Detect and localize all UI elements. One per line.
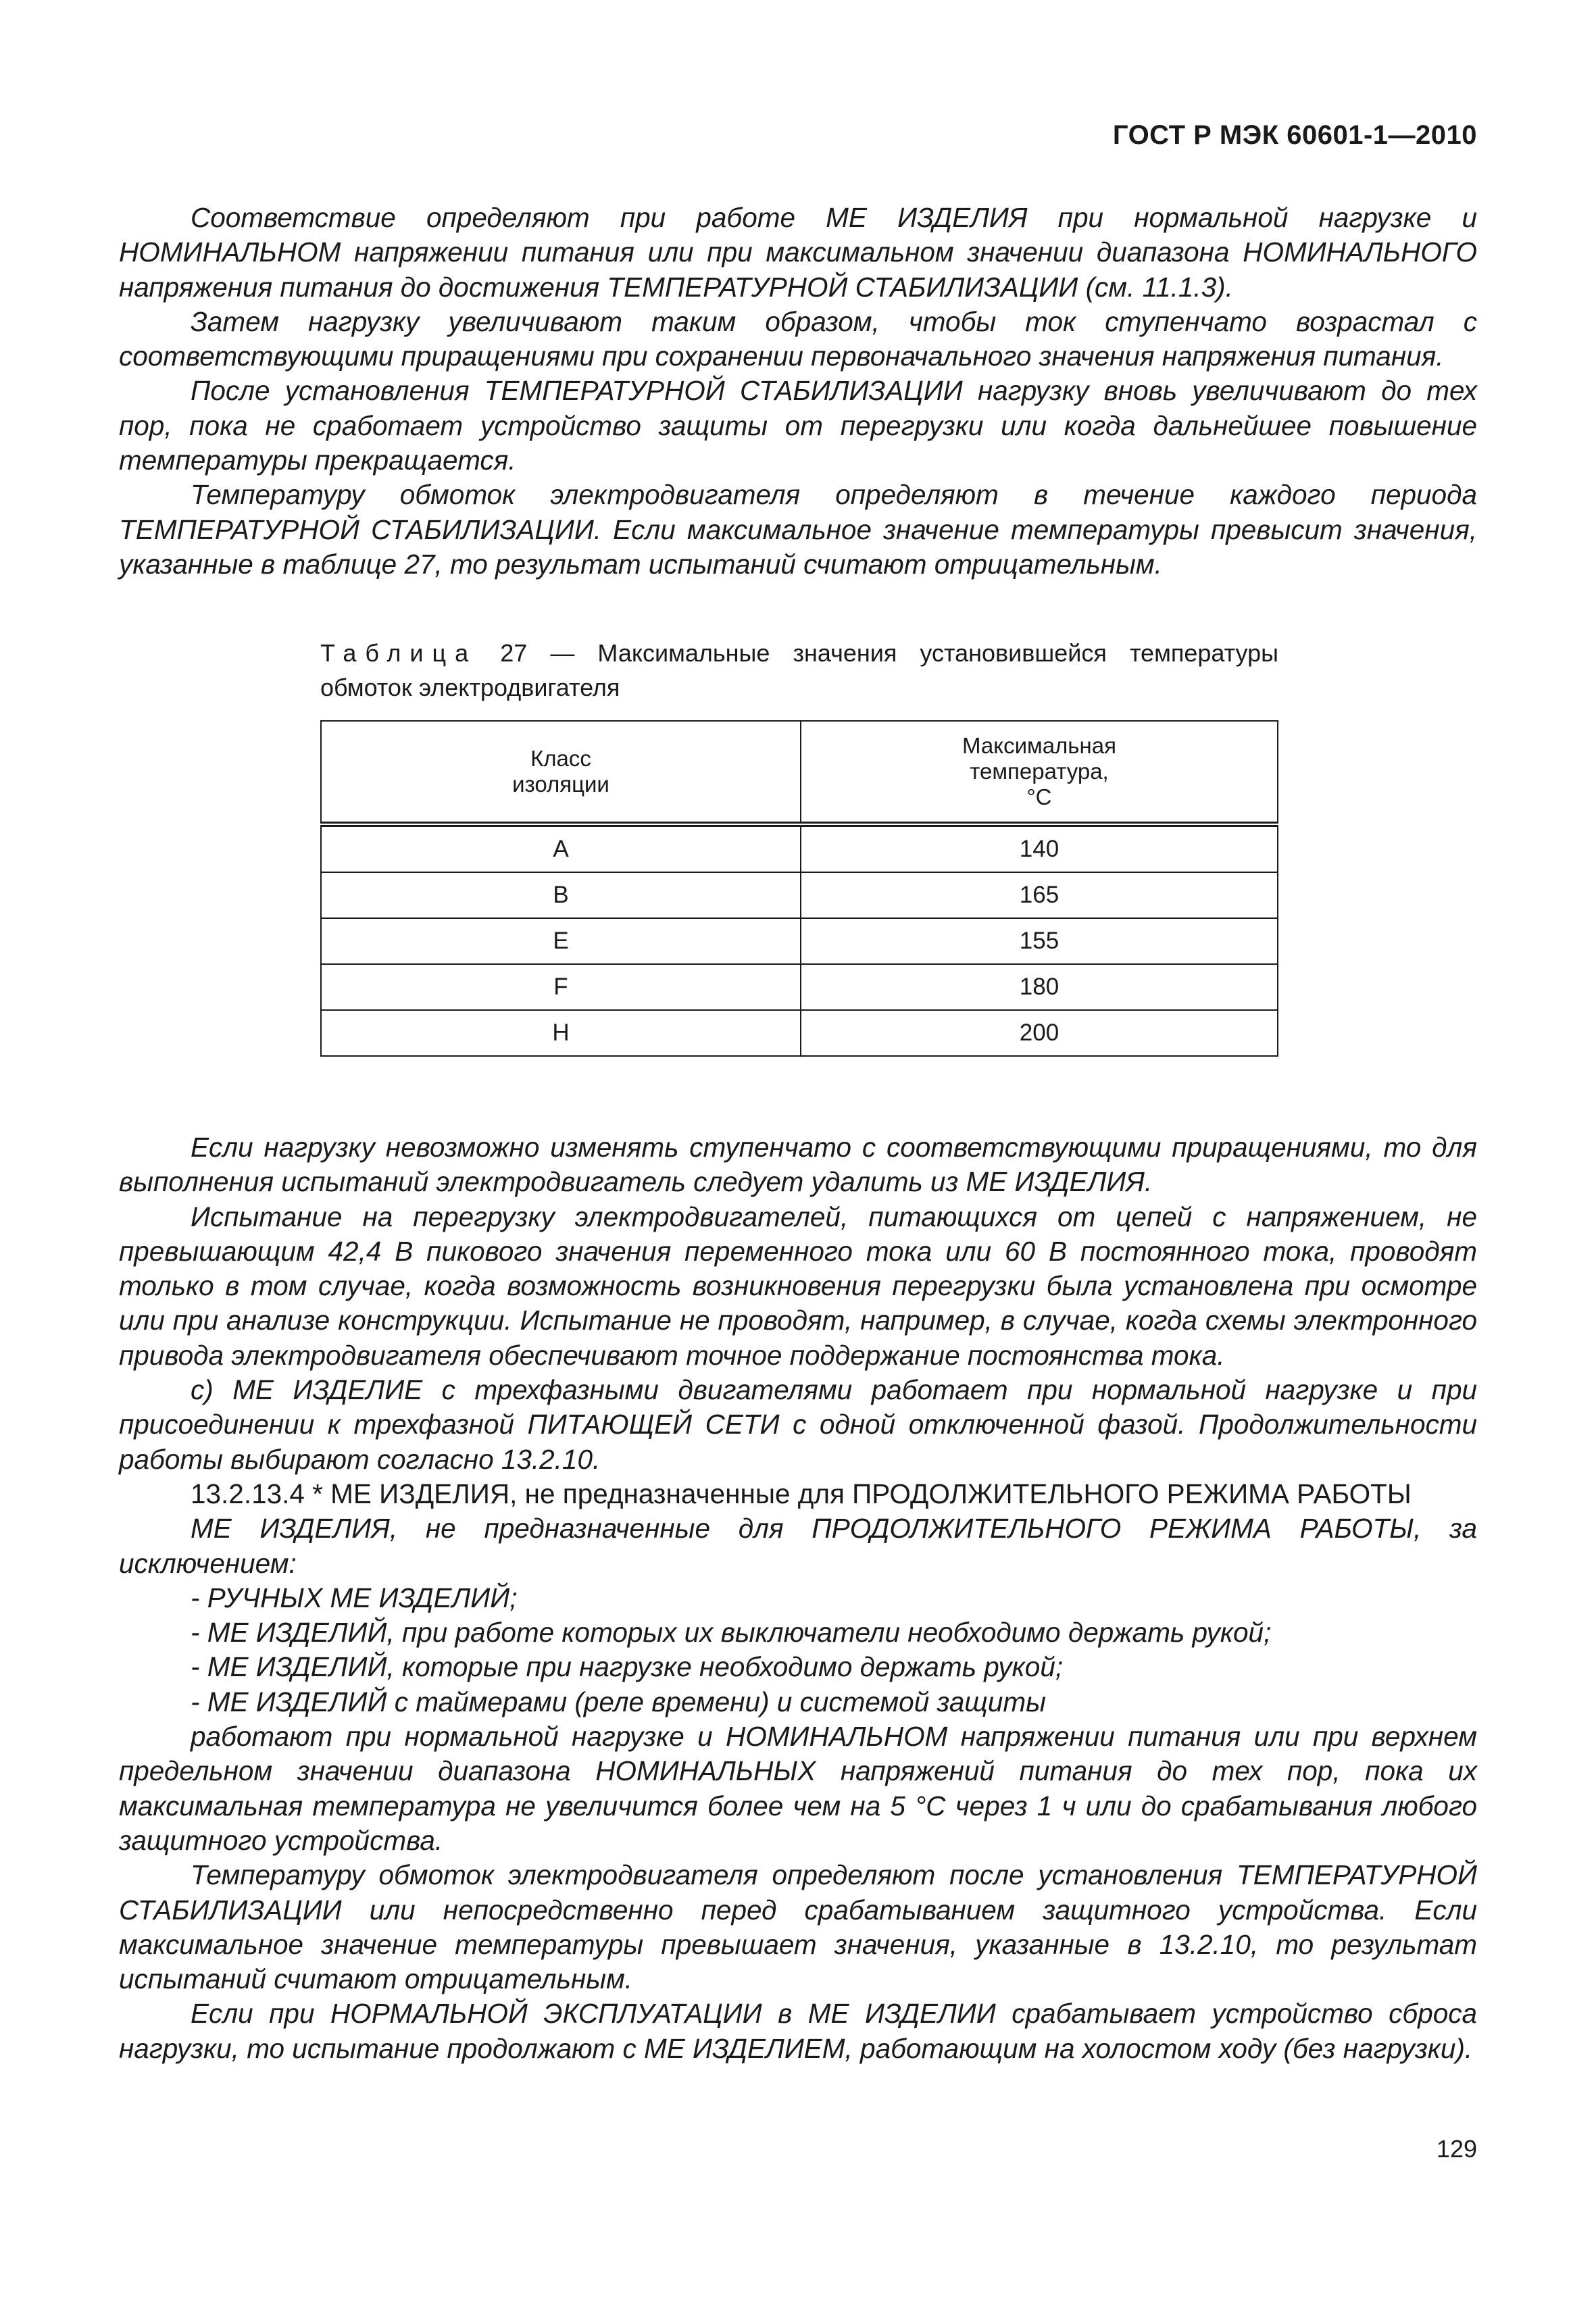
paragraph: Если нагрузку невозможно изменять ступенчато с соответствующими приращениями, то для выполнения испытаний электродвигатель следует удалить из МЕ ИЗДЕЛИЯ. [119, 1132, 1477, 1198]
list-item: - РУЧНЫХ МЕ ИЗДЕЛИЙ; [191, 1582, 518, 1613]
page-number: 129 [1436, 2135, 1477, 2163]
temperature-cell: 180 [801, 964, 1278, 1010]
list-item: - МЕ ИЗДЕЛИЙ, которые при нагрузке необходимо держать рукой; [191, 1651, 1064, 1683]
paragraph: Соответствие определяют при работе МЕ ИЗДЕЛИЯ при нормальной нагрузке и НОМИНАЛЬНОМ напряжении питания или при максимальном значении диапазона НОМИНАЛЬНОГО напряжения питания до достижения ТЕМПЕРАТУРНОЙ СТАБИЛИЗАЦИИ (см. 11.1.3). [119, 202, 1477, 303]
paragraph: работают при нормальной нагрузке и НОМИНАЛЬНОМ напряжении питания или при верхнем предельном значении диапазона НОМИНАЛЬНЫХ напряжений питания до тех пор, пока их максимальная температура не увеличится более чем на 5 °С через 1 ч или до срабатывания любого защитного устройства. [119, 1721, 1477, 1856]
column-header-line: температура, [970, 759, 1109, 784]
insulation-class-cell: A [321, 824, 801, 872]
column-header-line: Максимальная [962, 733, 1116, 758]
insulation-class-cell: E [321, 918, 801, 964]
table-row [321, 964, 1278, 1010]
list-item: - МЕ ИЗДЕЛИЙ с таймерами (реле времени) и системой защиты [191, 1686, 1046, 1717]
table-row [321, 1010, 1278, 1056]
paragraph: Затем нагрузку увеличивают таким образом, чтобы ток ступенчато возрастал с соответствующими приращениями при сохранении первоначального значения напряжения питания. [119, 305, 1477, 372]
temperature-cell: 200 [801, 1010, 1278, 1056]
insulation-class-cell: F [321, 964, 801, 1010]
table-row [321, 872, 1278, 918]
paragraph: Температуру обмоток электродвигателя определяют в течение каждого периода ТЕМПЕРАТУРНОЙ СТАБИЛИЗАЦИИ. Если максимальное значение температуры превысит значения, указанные в таблице 27, то результат испытаний считают отрицательным. [119, 479, 1477, 580]
paragraph: Температуру обмоток электродвигателя определяют после установления ТЕМПЕРАТУРНОЙ СТАБИЛИЗАЦИИ или непосредственно перед срабатыванием защитного устройства. Если максимальное значение температуры превышает значения, указанные в 13.2.10, то результат испытаний считают отрицательным. [119, 1859, 1477, 1995]
paragraph: Испытание на перегрузку электродвигателей, питающихся от цепей с напряжением, не превышающим 42,4 В пикового значения переменного тока или 60 В постоянного тока, проводят только в том случае, когда возможность возникновения перегрузки была установлена при осмотре или при анализе конструкции. Испытание не проводят, например, в случае, когда схемы электронного привода электродвигателя обеспечивают точное поддержание постоянства тока. [119, 1201, 1477, 1371]
column-header-label: Класс изоляции [512, 746, 609, 797]
insulation-class-cell: B [321, 872, 801, 918]
paragraph: МЕ ИЗДЕЛИЯ, не предназначенные для ПРОДОЛЖИТЕЛЬНОГО РЕЖИМА РАБОТЫ, за исключением: [119, 1513, 1477, 1579]
table-row [321, 918, 1278, 964]
table-caption-label: Таблица [320, 639, 478, 667]
text-block-bottom [119, 1130, 1477, 2066]
temperature-cell: 165 [801, 872, 1278, 918]
temperature-cell: 155 [801, 918, 1278, 964]
paragraph: После установления ТЕМПЕРАТУРНОЙ СТАБИЛИЗАЦИИ нагрузку вновь увеличивают до тех пор, пока не сработает устройство защиты от перегрузки или когда дальнейшее повышение температуры прекращается. [119, 375, 1477, 476]
list-item: - МЕ ИЗДЕЛИЙ, при работе которых их выключатели необходимо держать рукой; [191, 1617, 1272, 1649]
column-header-max-temperature [801, 721, 1278, 824]
temperature-cell: 140 [801, 824, 1278, 872]
paragraph: с) МЕ ИЗДЕЛИЕ с трехфазными двигателями работает при нормальной нагрузке и при присоединении к трехфазной ПИТАЮЩЕЙ СЕТИ с одной отключенной фазой. Продолжительности работы выбирают согласно 13.2.10. [119, 1374, 1477, 1475]
table-caption-text: 27 — Максимальные значения установившейся температуры обмоток электродвигателя [320, 639, 1278, 701]
document-code: ГОСТ Р МЭК 60601-1—2010 [1112, 120, 1477, 150]
column-header-line: °С [1026, 784, 1052, 809]
temperature-table [320, 720, 1278, 1057]
section-heading: 13.2.13.4 * МЕ ИЗДЕЛИЯ, не предназначенные для ПРОДОЛЖИТЕЛЬНОГО РЕЖИМА РАБОТЫ [191, 1478, 1412, 1509]
paragraph: Если при НОРМАЛЬНОЙ ЭКСПЛУАТАЦИИ в МЕ ИЗДЕЛИИ срабатывает устройство сброса нагрузки, то испытание продолжают с МЕ ИЗДЕЛИЕМ, работающим на холостом ходу (без нагрузки). [119, 1998, 1477, 2064]
insulation-class-cell: H [321, 1010, 801, 1056]
table-caption [320, 636, 1278, 705]
column-header-insulation-class [321, 721, 801, 824]
text-block-top [119, 201, 1477, 582]
table-row [321, 824, 1278, 872]
